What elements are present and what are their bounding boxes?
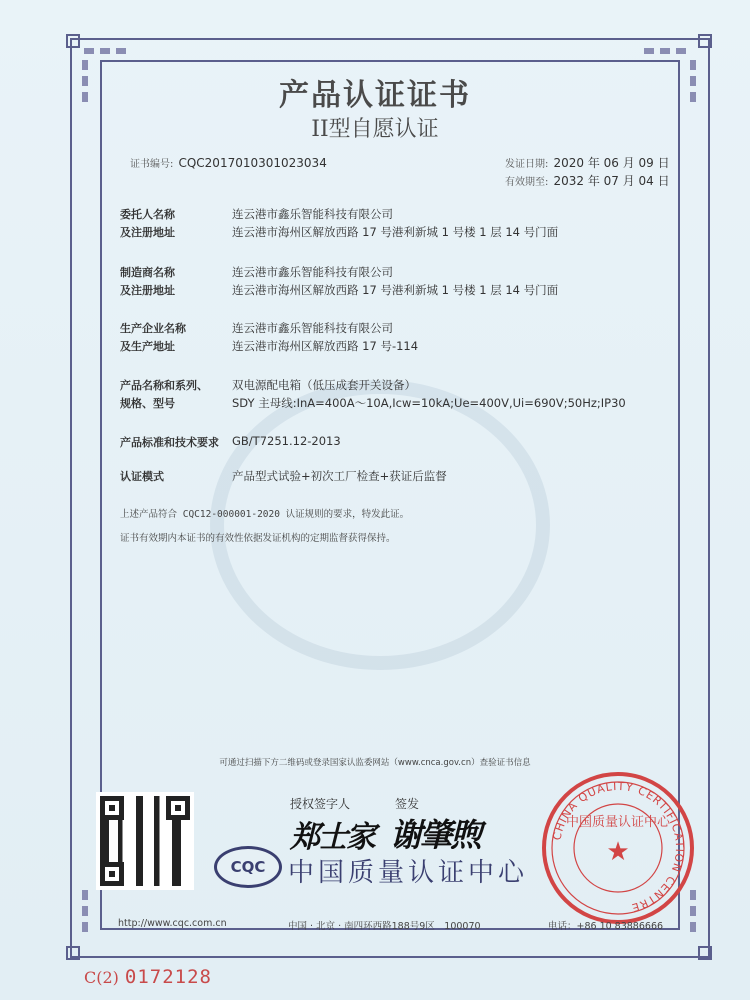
certification-mode-row: 认证模式 产品型式试验+初次工厂检查+获证后监督 — [120, 469, 447, 483]
corner-ornament — [698, 34, 712, 48]
authorized-signatory-label: 授权签字人 — [290, 797, 351, 811]
authorized-signature: 郑士家 — [290, 820, 374, 855]
client-name-row: 委托人名称 连云港市鑫乐智能科技有限公司 — [120, 207, 393, 221]
factory-address-row: 及生产地址 连云港市海州区解放西路 17 号-114 — [120, 339, 419, 353]
validity-note: 证书有效期内本证书的有效性依据发证机构的定期监督获得保持。 — [120, 533, 396, 544]
svg-text:CHINA QUALITY CERTIFICATION CE: CHINA QUALITY CERTIFICATION CENTRE — [550, 779, 687, 915]
cqc-logo-icon: CQC — [214, 846, 282, 888]
factory-name-row: 生产企业名称 连云港市鑫乐智能科技有限公司 — [120, 321, 393, 335]
product-spec-row: 规格、型号 SDY 主母线:InA=400A～10A,Icw=10kA;Ue=400V,Ui=690V;50Hz;IP30 — [120, 396, 626, 410]
globe-watermark — [210, 380, 550, 670]
product-name-row: 产品名称和系列、 双电源配电箱（低压成套开关设备） — [120, 378, 416, 392]
issue-date: 发证日期: 2020 年 06 月 09 日 — [505, 156, 670, 170]
footer-website[interactable]: http://www.cqc.com.cn — [118, 918, 227, 929]
border-dash-row — [84, 48, 126, 54]
issuer-signature: 谢肇煦 — [390, 816, 481, 854]
official-seal-icon — [538, 768, 698, 928]
corner-ornament — [698, 946, 712, 960]
svg-text:中国质量认证中心: 中国质量认证中心 — [565, 815, 671, 830]
issuer-label: 签发 — [395, 797, 420, 811]
verification-note: 可通过扫描下方二维码或登录国家认监委网站（www.cnca.gov.cn）查验证书信息 — [219, 758, 531, 768]
border-dash-col — [82, 890, 88, 932]
maker-address-row: 及注册地址 连云港市海州区解放西路 17 号港利新城 1 号楼 1 层 14 号门面 — [120, 283, 559, 297]
qr-code[interactable] — [96, 792, 194, 890]
maker-name-row: 制造商名称 连云港市鑫乐智能科技有限公司 — [120, 265, 393, 279]
certificate-title: 产品认证证书 — [279, 78, 471, 113]
certificate-subtitle: II型自愿认证 — [311, 117, 439, 142]
footer-phone: 电话：+86 10 83886666 — [548, 921, 664, 932]
valid-until-date: 有效期至: 2032 年 07 月 04 日 — [505, 174, 670, 188]
standard-row: 产品标准和技术要求 GB/T7251.12-2013 — [120, 434, 341, 449]
client-address-row: 及注册地址 连云港市海州区解放西路 17 号港利新城 1 号楼 1 层 14 号门面 — [120, 225, 559, 239]
corner-ornament — [66, 946, 80, 960]
serial-number: C(2) 0172128 — [84, 966, 212, 988]
compliance-note: 上述产品符合 CQC12-000001-2020 认证规则的要求，特发此证。 — [120, 509, 410, 520]
svg-text:★: ★ — [606, 837, 630, 867]
certificate-number: 证书编号: CQC2017010301023034 — [130, 156, 327, 170]
organization-name: 中国质量认证中心 — [288, 858, 529, 888]
border-dash-row — [644, 48, 686, 54]
corner-ornament — [66, 34, 80, 48]
footer-address: 中国 · 北京 · 南四环西路188号9区 100070 — [288, 921, 481, 932]
